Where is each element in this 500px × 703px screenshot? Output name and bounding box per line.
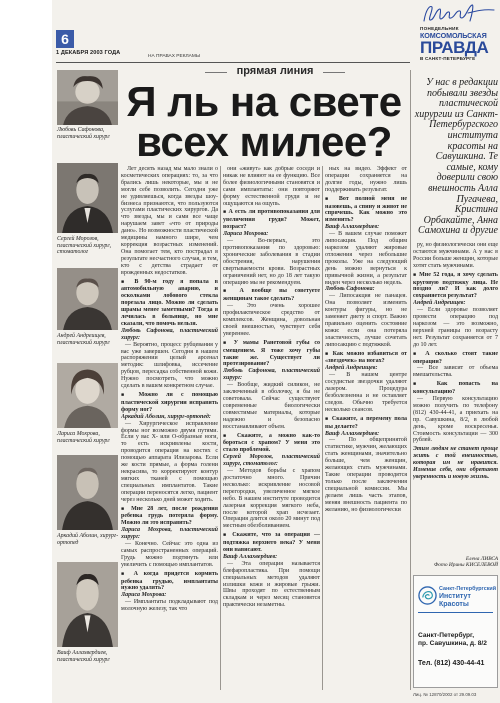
advertising-note: НА ПРАВАХ РЕКЛАМЫ	[148, 54, 201, 59]
answer-speaker: Любовь Сафонова, пластический хирург:	[121, 327, 218, 341]
question: ■ Мне 28 лет, после рождения ребенка грудь потеряла форму. Можно ли это исправить?	[121, 506, 218, 528]
answer-text: — Эта операция называется блефаропластика. При помощи специальных методов удаляют излишки кожи и жировые грыжи. Швы проходят по естественным складкам и через месяц становятся практически незаметны.	[223, 560, 320, 609]
article-column-4	[413, 242, 498, 554]
ad-divider	[418, 612, 493, 613]
answer-speaker: Лариса Мохрова:	[223, 231, 269, 238]
rubric-title: прямая линия	[236, 65, 314, 77]
question: ■ У мамы Ранетовой губы со смещением. Я тоже хочу губы такие же. Существует ли протезирование?	[223, 340, 320, 369]
article-headline	[118, 78, 410, 165]
question: ■ Можно ли с помощью пластической хирургии исправить форму ног?	[121, 392, 218, 414]
answer-speaker: Любовь Сафонова, пластический хирург:	[223, 368, 320, 382]
answer-text: — Вообще, жидкий силикон, не заключенный в оболочку, я бы не советовала. Сейчас существуют современные биологически совместимые материалы, которые надежно и безопасно восстанавливают объем.	[223, 382, 320, 430]
license-note: Лиц. № 12870/2002 от 29.09.03	[413, 692, 477, 697]
question: ■ А сколько стоят такие операции?	[413, 351, 498, 366]
author-credit: Елена ЛИВСА	[465, 556, 498, 562]
column-separator	[322, 166, 323, 690]
answer-text: — Первую консультацию можно получить по телефону (812) 430-44-41, а приехать на пр. Савушкина, 8/2, в любой день, кроме воскресенья. Стоимость консультации — 300 рублей.	[413, 396, 498, 444]
question: ■ Скажите, что за операция — подтяжка верхнего века? У меня они нависают.	[223, 532, 320, 554]
article-lead: У нас в редакции побывали звезды пластической хирургии из Санкт-Петербургского института красоты на Савушкина. Те самые, кому доверили свою внешность Алла Пугачева, Кристина Орбакайте, Анна Самохина и другие	[414, 77, 498, 237]
answer-text: — Все зависит от объема вмешательства.	[413, 365, 498, 379]
answer-text: — Вероятно, процесс рубцевания у вас уже завершен. Сегодня в нашем распоряжении целый арсенал методик: шлифовка, иссечение рубцов, пересадка собственной кожи. Нужно посмотреть, что можно сделать в вашем конкретном случае.	[121, 341, 218, 390]
answer-text: они «живут» как добрые соседи и никак не влияют на ее функцию. Все более физиологичными становятся и сами имплантаты: они повторяют форму естественной груди и не ощущаются на ощупь.	[223, 166, 320, 207]
answer-text: — Методов борьбы с храпом достаточно много. Причин несколько: искривление носовой перегородки, увеличенное мягкое небо. В нашем институте проводится лазерная коррекция мягкого неба, после которой храп исчезает. Операция длится около 20 минут под местным обезболиванием.	[223, 468, 320, 530]
institute-logo-icon	[418, 586, 437, 605]
answer-text: ных на видео. Эффект от операции сохраняется на долгие годы, нужно лишь поддерживать результат.	[325, 166, 407, 193]
answer-text: — В вашем случае поможет липосакция. Под общим наркозом удаляют жировые отложения через небольшие проколы. Уже на следующий день можно вернуться к привычной жизни, а результат виден через несколько недель.	[325, 231, 407, 286]
answer-text: — Хирургическое исправление формы ног возможно двумя путями. Если у вас Х- или О-образные ноги, то есть искривлены кости, проводится операция на костях с помощью аппарата Илизарова. Если же кости прямые, а форма голени некрасива, то корректируют контур мягких тканей с помощью специальных имплантатов. Такие операции переносятся легко, пациент через несколько дней может ходить.	[121, 420, 218, 503]
question: ■ А когда придется кормить ребенка грудью, имплантаты нужно удалять?	[121, 571, 218, 593]
question: ■ Как попасть на консультацию?	[413, 381, 498, 396]
institute-advertisement	[413, 575, 498, 688]
masthead-title-top: КОМСОМОЛЬСКАЯ	[420, 31, 487, 40]
caption-expert-2: Сергей Морозов, пластический хирург, стоматолог	[57, 236, 112, 256]
answer-speaker: Андрей Андреищев:	[413, 300, 466, 307]
answer-text: — Это очень хорошее профилактическое средство от комплексов. Женщина, довольная своей внешностью, чувствует себя увереннее.	[223, 303, 320, 337]
question: ■ А есть ли противопоказания для увеличения груди? Может, возраст?	[223, 209, 320, 231]
article-column-3	[325, 166, 407, 691]
answer-speaker: Лариса Мохрова:	[121, 592, 167, 599]
article-column-1	[121, 166, 218, 691]
header-rule	[56, 62, 410, 63]
photo-expert-3	[57, 268, 118, 330]
answer-speaker: Ваиф Аллахвердиев:	[223, 553, 278, 560]
caption-expert-3: Андрей Андреищев, пластический хирург	[57, 333, 110, 346]
photo-expert-2	[57, 163, 118, 233]
article-column-2	[223, 166, 320, 691]
paragraph: Лет десять назад мы мало знали о косметических операциях: то, за что брались лишь некоторые, мы и не могли себе позволить. Сегодня уже не удивляешься, когда звезды шоу-бизнеса признаются, что пользуются услугами пластических хирургов. Да что звезды, мы и сами все чаще нарушаем завет «что от природы дано». Но возможности пластической медицины намного шире, чем коррекция возрастных изменений. Она помогает тем, кто пострадал в результате несчастного случая, и тем, кто с детства страдает от врожденных недостатков.	[121, 166, 218, 276]
rubric-line-right	[323, 72, 345, 73]
answer-speaker: Ваиф Аллахвердиев:	[325, 224, 380, 231]
answer-text: — По общепринятой статистике, мужчин, желающих стать женщинами, значительно больше, чем женщин, желающих стать мужчинами. Такие операции проводятся только после заключения специальной комиссии. Мы делаем лишь часть этапов, меняя внешность пациента по желанию, но физиологически	[325, 437, 407, 513]
institute-address	[418, 632, 495, 648]
answer-text: — Во-первых, это противопоказания по здоровью: хронические заболевания в стадии обострения, нарушения свертываемости крови. Возрастных ограничений нет, но до 18 лет такую операцию мы не рекомендуем.	[223, 238, 320, 286]
caption-expert-6: Ваиф Аллахвердиев, пластический хирург	[57, 650, 110, 663]
answer-speaker: Сергей Морозов, пластический хирург, стоматолог:	[223, 454, 320, 468]
question: ■ Скажите, а перемену пола вы делаете?	[325, 416, 407, 431]
closing-paragraph: Этим людям не станет проще жить с той внешностью, которая им не нравится. Изменив себя, они обретают уверенность и новую жизнь.	[413, 446, 498, 480]
photo-credit: Фото Ирины КИСЕЛЕВОЙ	[433, 562, 498, 569]
question: ■ Мне 52 года, я хочу сделать круговую подтяжку лица. Не поздно ли? И как долго сохраняется результат?	[413, 272, 498, 301]
answer-speaker: Аркадий Аболин, хирург-ортопед:	[121, 413, 211, 420]
column-separator	[410, 70, 411, 690]
question: ■ Как можно избавиться от «звездочек» на ногах?	[325, 351, 407, 366]
handwritten-signature	[418, 1, 498, 25]
institute-name-line-2: Институт Красоты	[439, 593, 471, 608]
answer-text: — Липосакция не панацея. Она позволяет изменить контуры фигуры, но не заменяет диету и спорт. Важно правильно оценить состояние кожи: если она потеряла эластичность, лучше сочетать липосакцию с подтяжкой.	[325, 293, 407, 348]
question: ■ В 90-м году я попала в автомобильную аварию, и осколками лобового стекла порезала лицо. Можно ли сделать шрамы менее заметными? Тогда я лечилась в больнице, но мне сказали, что помочь нельзя.	[121, 279, 218, 328]
answer-text: — Конечно. Сейчас это одна из самых распространенных операций. Грудь можно подтянуть или увеличить с помощью имплантатов.	[121, 541, 218, 568]
institute-name-line-1: Санкт-Петербургский	[439, 586, 497, 592]
caption-expert-1: Любовь Сафонова, пластический хирург	[57, 127, 110, 140]
photo-expert-6	[57, 562, 118, 647]
answer-text: — Если здоровье позволяет провести операцию под наркозом — это возможно, верхней границы по возрасту нет. Результат сохраняется от 7 до 10 лет.	[413, 307, 498, 348]
answer-text: — Имплантаты подкладывают под молочную железу, так что	[121, 599, 218, 613]
address-line-1: Санкт-Петербург,	[418, 632, 475, 639]
question: ■ Скажите, а можно как-то бороться с храпом? У меня это стало проблемой.	[223, 433, 320, 455]
photo-expert-5	[57, 455, 118, 530]
caption-expert-4: Лариса Мохрова, пластический хирург	[57, 431, 110, 444]
page-number: 6	[56, 30, 74, 48]
answer-speaker: Андрей Андреищев:	[325, 365, 378, 372]
issue-date: 1 ДЕКАБРЯ 2003 ГОДА	[56, 50, 121, 56]
masthead-title-main: ПРАВДА	[420, 38, 489, 57]
answer-speaker: Лариса Мохрова, пластический хирург:	[121, 527, 218, 541]
question: ■ А вообще вы советуете женщинам такое сделать?	[223, 288, 320, 303]
headline-line-1: Я ль на свете	[126, 78, 402, 125]
masthead-day: ПОНЕДЕЛЬНИК	[420, 26, 459, 31]
masthead-region: В САНКТ-ПЕТЕРБУРГЕ	[420, 56, 476, 61]
question: ■ Вот полной меня не назовешь, а спину и живот не спрячешь. Как можно это изменить?	[325, 196, 407, 225]
column-separator	[220, 166, 221, 690]
masthead	[420, 26, 498, 62]
answer-speaker: Любовь Сафонова:	[325, 286, 375, 293]
caption-expert-5: Аркадий Аболин, хирург-ортопед	[57, 533, 119, 546]
answer-text: ру, но физиологически они еще остаются мужчинами. А у нас в России больше женщин, которые хотят стать мужчинами.	[413, 242, 498, 269]
photo-expert-1	[57, 70, 118, 125]
institute-phone: Тел. (812) 430-44-41	[418, 660, 485, 667]
address-line-2: пр. Савушкина, д. 8/2	[418, 640, 487, 647]
answer-speaker: Ваиф Аллахвердиев:	[325, 430, 380, 437]
answer-text: — В нашем центре сосудистые звездочки удаляют лазером. Процедура безболезненна и не оставляет следов. Обычно требуется несколько сеансов.	[325, 372, 407, 413]
headline-line-2: всех милее?	[136, 118, 392, 165]
institute-name	[439, 586, 497, 609]
article-credits	[413, 556, 498, 569]
photo-expert-4	[57, 363, 118, 428]
